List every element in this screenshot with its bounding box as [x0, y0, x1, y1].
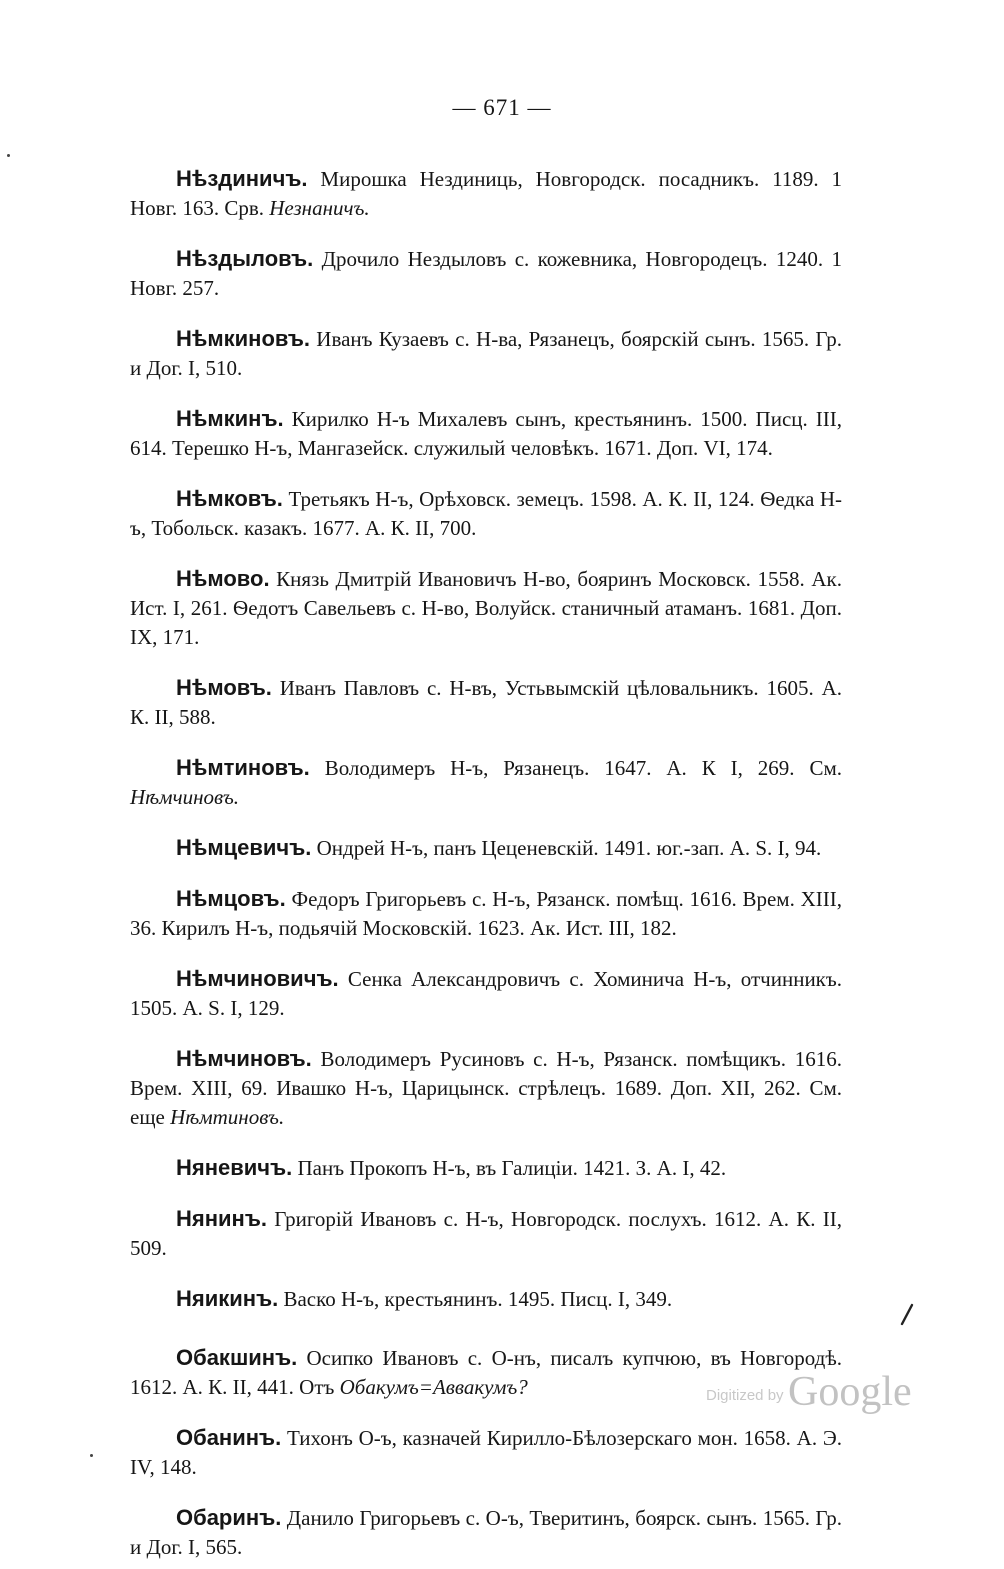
entry-text: Третьякъ Н-ъ, Орѣховск. земецъ. 1598. А. К. II, 124. Ѳедка Н-ъ, Тобольск. казакъ. 1677. А. К. II, 700. [130, 487, 842, 540]
entry-crossref: Незнаничъ. [269, 196, 370, 220]
entry-text: Ондрей Н-ъ, панъ Цеценевскій. 1491. юг.-зап. А. S. I, 94. [311, 836, 822, 860]
dictionary-entries [130, 143, 842, 1569]
entry [130, 964, 842, 1023]
entry-headword: Нѣздыловъ. [176, 246, 314, 271]
entry-text: Васко Н-ъ, крестьянинъ. 1495. Писц. I, 349. [278, 1287, 673, 1311]
entry-text: Сенка Александровичъ с. Хоминича Н-ъ, отчинникъ. 1505. А. S. I, 129. [130, 967, 842, 1020]
entry [130, 1503, 842, 1562]
entry [130, 244, 842, 303]
entry-headword: Нѣмкиновъ. [176, 326, 311, 351]
entry-text: Иванъ Кузаевъ с. Н-ва, Рязанецъ, боярскій сынъ. 1565. Гр. и Дог. I, 510. [130, 327, 842, 380]
entry-text: Кирилко Н-ъ Михалевъ сынъ, крестьянинъ. 1500. Писц. III, 614. Терешко Н-ъ, Мангазейск. служилый человѣкъ. 1671. Доп. VI, 174. [130, 407, 842, 460]
entry [130, 833, 842, 863]
entry-headword: Нѣмкинъ. [176, 406, 284, 431]
entry-text: Григорій Ивановъ с. Н-ъ, Новгородск. послухъ. 1612. А. К. II, 509. [130, 1207, 842, 1260]
entry [130, 1423, 842, 1482]
speck-mark [7, 154, 10, 157]
entry [130, 324, 842, 383]
pencil-tick-mark [896, 1302, 918, 1328]
speck-mark [90, 1454, 93, 1457]
entry [130, 404, 842, 463]
entry-crossref: Нѣмтиновъ. [170, 1105, 285, 1129]
entry-headword: Нѣмовъ. [176, 675, 272, 700]
entry-crossref: Обакумъ=Аввакумъ? [339, 1375, 528, 1399]
entry-text: Осипко Ивановъ с. О-нъ, писалъ купчюю, въ Новгородѣ. 1612. А. К. II, 441. Отъ [130, 1346, 842, 1399]
entry-headword: Нянинъ. [176, 1206, 267, 1231]
digitized-by-google-watermark [706, 1368, 912, 1416]
entry-headword: Нѣмчиновъ. [176, 1046, 312, 1071]
entry [130, 1284, 842, 1314]
entry-text: Федоръ Григорьевъ с. Н-ъ, Рязанск. помѣщ. 1616. Врем. XIII, 36. Кирилъ Н-ъ, подьячій Московскій. 1623. Ак. Ист. III, 182. [130, 887, 842, 940]
entry-text: Иванъ Павловъ с. Н-въ, Устьвымскій цѣловальникъ. 1605. А. К. II, 588. [130, 676, 842, 729]
google-logo: Google [788, 1369, 912, 1415]
entry-text: Володимеръ Русиновъ с. Н-ъ, Рязанск. помѣщикъ. 1616. Врем. XIII, 69. Ивашко Н-ъ, Царицынск. стрѣлецъ. 1689. Доп. XII, 262. См. еще [130, 1047, 842, 1129]
entry [130, 1153, 842, 1183]
entry-text: Володимеръ Н-ъ, Рязанецъ. 1647. А. К I, 269. См. [309, 756, 842, 780]
entry-headword: Нѣмковъ. [176, 486, 283, 511]
entry-text: Мирошка Нездиниць, Новгородск. посадникъ. 1189. 1 Новг. 163. Срв. [130, 167, 842, 220]
entry-text: Данило Григорьевъ с. О-ъ, Тверитинъ, боярск. сынъ. 1565. Гр. и Дог. I, 565. [130, 1506, 842, 1559]
entry-headword: Нѣмово. [176, 566, 270, 591]
entry-text: Тихонъ О-ъ, казначей Кирилло-Бѣлозерскаго мон. 1658. А. Э. IV, 148. [130, 1426, 842, 1479]
entry-headword: Нѣмтиновъ. [176, 755, 310, 780]
entry-crossref: Нѣмчиновъ. [130, 785, 239, 809]
entry-headword: Нѣмчиновичъ. [176, 966, 339, 991]
entry-text: Дрочило Нездыловъ с. кожевника, Новгородецъ. 1240. 1 Новг. 257. [130, 247, 842, 300]
entry-headword: Нѣмцевичъ. [176, 835, 312, 860]
entry-headword: Нѣздиничъ. [176, 166, 308, 191]
entry [130, 1204, 842, 1263]
entry-headword: Обакшинъ. [176, 1345, 298, 1370]
entry [130, 673, 842, 732]
entry-text: Панъ Прокопъ Н-ъ, въ Галиціи. 1421. З. А. I, 42. [292, 1156, 727, 1180]
entry [130, 484, 842, 543]
entry-headword: Обанинъ. [176, 1425, 282, 1450]
watermark-prefix: Digitized by [706, 1387, 784, 1404]
entry [130, 884, 842, 943]
entry [130, 564, 842, 652]
page-number: — 671 — [452, 95, 552, 120]
entry [130, 753, 842, 812]
entry-headword: Няневичъ. [176, 1155, 293, 1180]
entry-headword: Няикинъ. [176, 1286, 279, 1311]
entry [130, 1044, 842, 1132]
entry [130, 164, 842, 223]
entry-headword: Обаринъ. [176, 1505, 282, 1530]
entry-headword: Нѣмцовъ. [176, 886, 286, 911]
entry-text: Князь Дмитрій Ивановичъ Н-во, бояринъ Московск. 1558. Ак. Ист. I, 261. Ѳедотъ Савельевъ с. Н-во, Волуйск. станичный атаманъ. 1681. Доп. IX, 171. [130, 567, 842, 649]
